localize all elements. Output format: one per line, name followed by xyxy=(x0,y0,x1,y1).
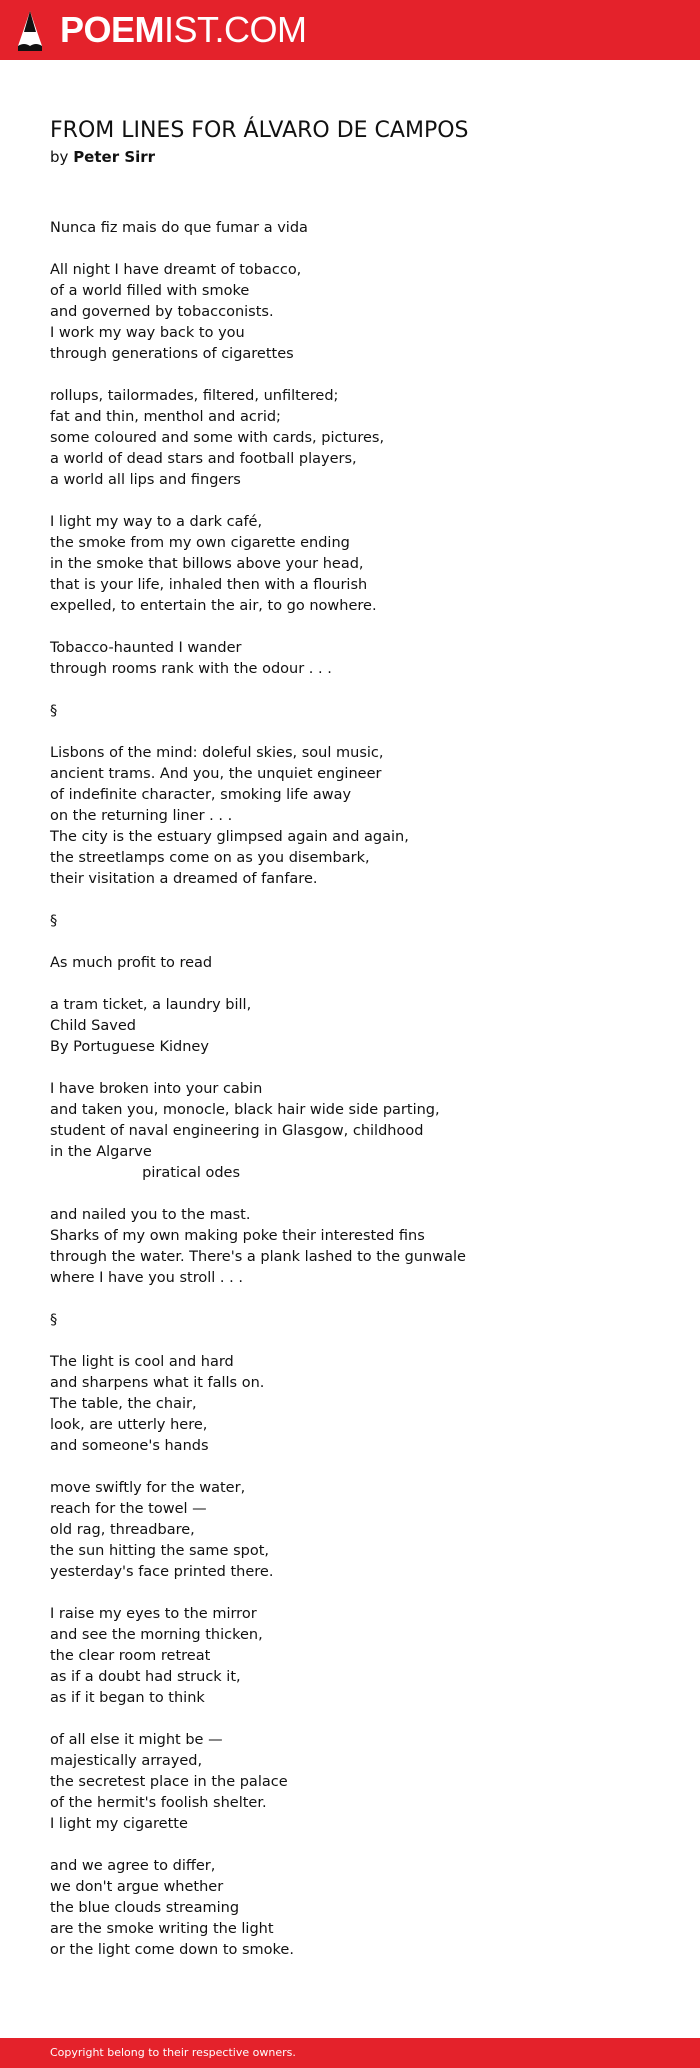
poem-line: a tram ticket, a laundry bill, xyxy=(50,997,252,1013)
poem-line: fat and thin, menthol and acrid; xyxy=(50,409,281,425)
poem-line: as if it began to think xyxy=(50,1690,205,1706)
poem-line: their visitation a dreamed of fanfare. xyxy=(50,871,318,887)
poem-line: the blue clouds streaming xyxy=(50,1900,240,1916)
stanza xyxy=(50,911,650,932)
poem-line: I raise my eyes to the mirror xyxy=(50,1606,257,1622)
stanza xyxy=(50,386,650,491)
poem-title: FROM LINES FOR ÁLVARO DE CAMPOS xyxy=(50,118,469,143)
poem-line: As much profit to read xyxy=(50,955,213,971)
stanza xyxy=(50,1205,650,1289)
poem-line: or the light come down to smoke. xyxy=(50,1942,294,1958)
byline xyxy=(50,146,155,168)
poem-line: through generations of cigarettes xyxy=(50,346,294,362)
poem-line: I have broken into your cabin xyxy=(50,1081,263,1097)
poem-line: I work my way back to you xyxy=(50,325,245,341)
poem-line: through rooms rank with the odour . . . xyxy=(50,661,332,677)
author-name: Peter Sirr xyxy=(73,148,156,166)
stanza xyxy=(50,1478,650,1583)
copyright-notice: Copyright belong to their respective owners. xyxy=(50,2046,296,2059)
poem-line: and nailed you to the mast. xyxy=(50,1207,251,1223)
poem-line: The table, the chair, xyxy=(50,1396,197,1412)
stanza xyxy=(50,1730,650,1835)
poem-line: yesterday's face printed there. xyxy=(50,1564,274,1580)
poem-line: move swiftly for the water, xyxy=(50,1480,246,1496)
poem-line: expelled, to entertain the air, to go nowhere. xyxy=(50,598,377,614)
poem-line: Lisbons of the mind: doleful skies, soul music, xyxy=(50,745,384,761)
poem-line: on the returning liner . . . xyxy=(50,808,233,824)
poem-line: The city is the estuary glimpsed again and again, xyxy=(50,829,409,845)
poem-line: old rag, threadbare, xyxy=(50,1522,195,1538)
poem-line: The light is cool and hard xyxy=(50,1354,234,1370)
poem-line: of indefinite character, smoking life away xyxy=(50,787,352,803)
stanza xyxy=(50,743,650,890)
pen-nib-icon xyxy=(17,10,43,52)
poem-line: reach for the towel — xyxy=(50,1501,207,1517)
poem-line: of a world filled with smoke xyxy=(50,283,250,299)
poem-line: as if a doubt had struck it, xyxy=(50,1669,241,1685)
poem-line: of all else it might be — xyxy=(50,1732,223,1748)
by-label: by xyxy=(50,148,69,166)
poem-line: majestically arrayed, xyxy=(50,1753,203,1769)
poem-line: and see the morning thicken, xyxy=(50,1627,263,1643)
poem-line: and sharpens what it falls on. xyxy=(50,1375,265,1391)
poem-line: § xyxy=(50,913,58,929)
poem-line: through the water. There's a plank lashed to the gunwale xyxy=(50,1249,466,1265)
poem-line: Tobacco-haunted I wander xyxy=(50,640,242,656)
poem-line: the secretest place in the palace xyxy=(50,1774,288,1790)
stanza xyxy=(50,995,650,1058)
poem-line: a world all lips and fingers xyxy=(50,472,241,488)
site-header xyxy=(0,0,700,60)
poem-line: ancient trams. And you, the unquiet engineer xyxy=(50,766,382,782)
site-footer xyxy=(0,2038,700,2068)
poem-line: the streetlamps come on as you disembark, xyxy=(50,850,370,866)
stanza xyxy=(50,218,650,239)
poem-line: I light my way to a dark café, xyxy=(50,514,263,530)
poem-line: the clear room retreat xyxy=(50,1648,211,1664)
poem-line: a world of dead stars and football players, xyxy=(50,451,357,467)
poem-line: I light my cigarette xyxy=(50,1816,188,1832)
poem-line: in the Algarve xyxy=(50,1144,152,1160)
poem-line: the smoke from my own cigarette ending xyxy=(50,535,350,551)
stanza xyxy=(50,260,650,365)
poem-line: look, are utterly here, xyxy=(50,1417,208,1433)
poem-line: All night I have dreamt of tobacco, xyxy=(50,262,302,278)
poem-line: rollups, tailormades, filtered, unfiltered; xyxy=(50,388,339,404)
poem-line: student of naval engineering in Glasgow, childhood xyxy=(50,1123,424,1139)
poem-line: where I have you stroll . . . xyxy=(50,1270,243,1286)
poem-body xyxy=(50,218,650,1982)
poem-line: we don't argue whether xyxy=(50,1879,224,1895)
stanza xyxy=(50,953,650,974)
poem-line: the sun hitting the same spot, xyxy=(50,1543,269,1559)
poem-line: Sharks of my own making poke their interested fins xyxy=(50,1228,425,1244)
stanza xyxy=(50,1352,650,1457)
poem-line: that is your life, inhaled then with a flourish xyxy=(50,577,368,593)
poem-line: and someone's hands xyxy=(50,1438,209,1454)
site-logo-link[interactable] xyxy=(60,8,307,52)
poem-line: Nunca fiz mais do que fumar a vida xyxy=(50,220,308,236)
brand-light-text: IST.COM xyxy=(164,9,307,50)
poem-line: piratical odes xyxy=(50,1165,241,1181)
poem-line: § xyxy=(50,703,58,719)
poem-line: and we agree to differ, xyxy=(50,1858,216,1874)
poem-line: and taken you, monocle, black hair wide side parting, xyxy=(50,1102,440,1118)
brand-bold-text: POEM xyxy=(60,9,165,50)
stanza xyxy=(50,512,650,617)
poem-line: § xyxy=(50,1312,58,1328)
stanza xyxy=(50,1310,650,1331)
stanza xyxy=(50,1856,650,1961)
poem-line: By Portuguese Kidney xyxy=(50,1039,209,1055)
stanza xyxy=(50,701,650,722)
poem-line: in the smoke that billows above your head, xyxy=(50,556,364,572)
poem-line: Child Saved xyxy=(50,1018,136,1034)
stanza xyxy=(50,1079,650,1184)
poem-line: of the hermit's foolish shelter. xyxy=(50,1795,267,1811)
poem-line: and governed by tobacconists. xyxy=(50,304,274,320)
poem-line: some coloured and some with cards, pictures, xyxy=(50,430,385,446)
poem-line: are the smoke writing the light xyxy=(50,1921,274,1937)
stanza xyxy=(50,1604,650,1709)
stanza xyxy=(50,638,650,680)
